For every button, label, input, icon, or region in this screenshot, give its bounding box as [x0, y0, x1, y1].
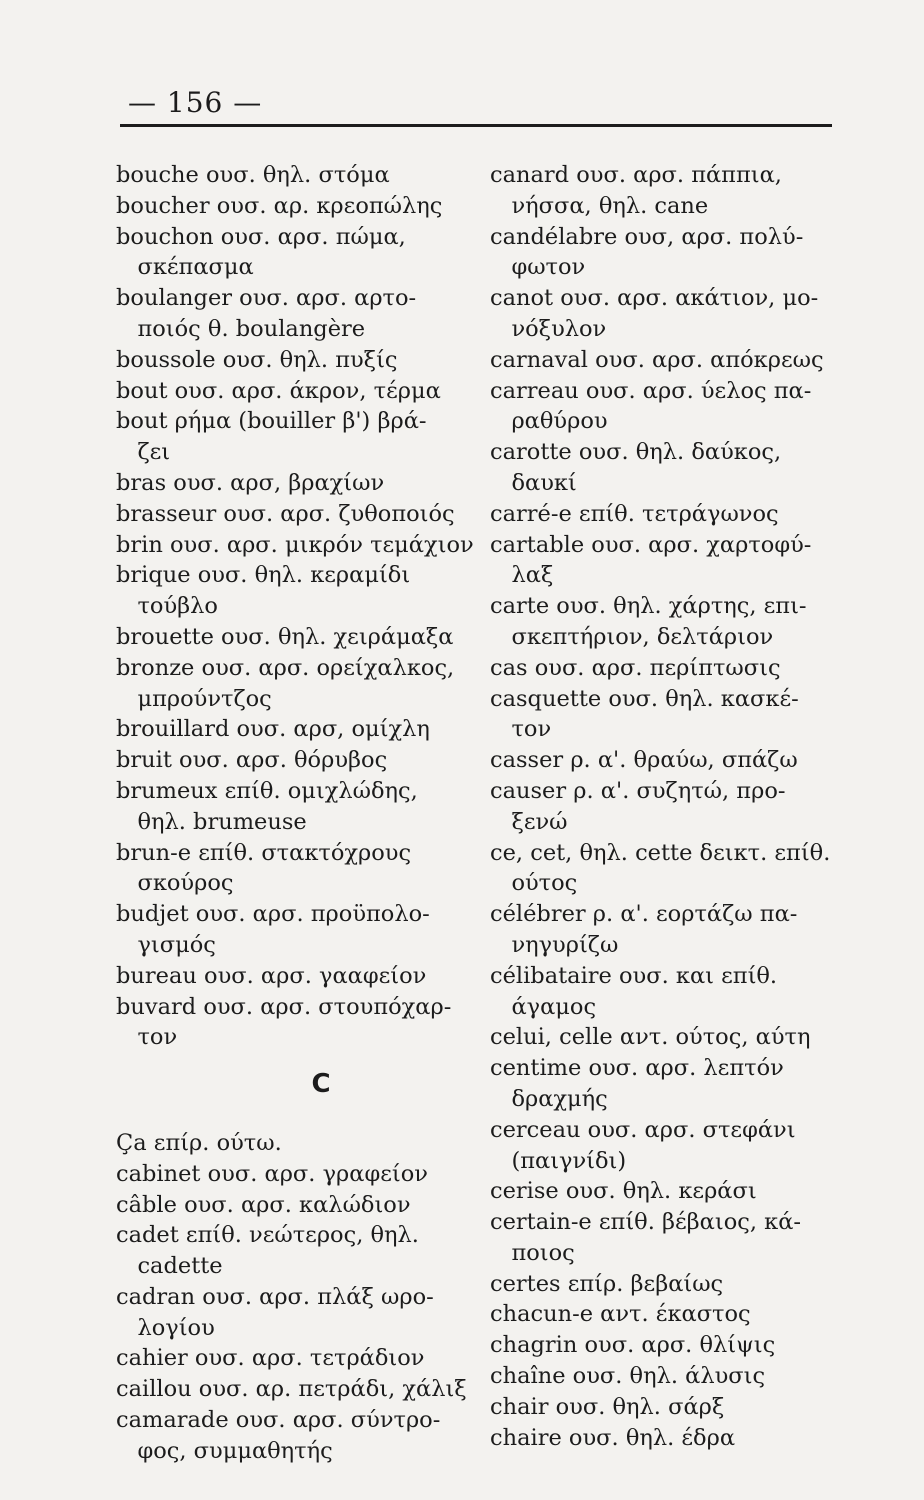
entry-line: caillou ουσ. αρ. πετράδι, χάλιξ: [116, 1376, 467, 1403]
entry-line: célibataire ουσ. και επίθ.: [490, 962, 778, 989]
entry-line: câble ουσ. αρσ. καλώδιον: [116, 1191, 411, 1218]
entry-line: cadette: [116, 1253, 223, 1280]
left-entries-c: [116, 1128, 486, 1467]
entry-line: carreau ουσ. αρσ. ύελος πα-: [490, 377, 812, 404]
entry-line: certes επίρ. βεβαίως: [490, 1270, 724, 1297]
left-column: [116, 160, 486, 1467]
entry-line: cahier ουσ. αρσ. τετράδιον: [116, 1345, 425, 1372]
entry-line: carte ουσ. θηλ. χάρτης, επι-: [490, 593, 807, 620]
entry-line: (παιγνίδι): [490, 1147, 627, 1174]
entry-line: célébrer ρ. α'. εορτάζω πα-: [490, 901, 798, 928]
entry-line: chacun-e αντ. έκαστος: [490, 1301, 751, 1328]
entry-line: νήσσα, θηλ. cane: [490, 192, 709, 219]
entry-line: λογίου: [116, 1314, 215, 1341]
entry-line: cerceau ουσ. αρσ. στεφάνι: [490, 1116, 796, 1143]
entry-line: cartable ουσ. αρσ. χαρτοφύ-: [490, 531, 812, 558]
entry-line: δραχμής: [490, 1085, 608, 1112]
entry-line: σκεπτήριον, δελτάριον: [490, 623, 774, 650]
entry-line: cadet επίθ. νεώτερος, θηλ.: [116, 1222, 419, 1249]
entry-line: θηλ. brumeuse: [116, 808, 307, 835]
entry-line: σκούρος: [116, 870, 234, 897]
entry-line: casquette ουσ. θηλ. κασκέ-: [490, 685, 799, 712]
entry-line: candélabre ουσ, αρσ. πολύ-: [490, 223, 804, 250]
page-number: — 156 —: [128, 86, 263, 119]
entry-line: λαξ: [490, 562, 554, 589]
entry-line: camarade ουσ. αρσ. σύντρο-: [116, 1407, 441, 1434]
entry-line: ποιός θ. boulangère: [116, 315, 366, 342]
entry-line: bras ουσ. αρσ, βραχίων: [116, 469, 385, 496]
entry-line: brique ουσ. θηλ. κεραμίδι: [116, 562, 411, 589]
entry-line: canard ουσ. αρσ. πάππια,: [490, 162, 782, 188]
entry-line: chair ουσ. θηλ. σάρξ: [490, 1393, 725, 1420]
entry-line: φος, συμμαθητής: [116, 1437, 333, 1464]
entry-line: canot ουσ. αρσ. ακάτιον, μο-: [490, 285, 819, 312]
entry-line: ραθύρου: [490, 408, 608, 435]
entry-line: bronze ουσ. αρσ. ορείχαλκος,: [116, 654, 455, 681]
entry-line: chaire ουσ. θηλ. έδρα: [490, 1424, 736, 1451]
entry-line: bruit ουσ. αρσ. θόρυβος: [116, 747, 388, 774]
entry-line: ζει: [116, 439, 171, 466]
entry-line: chagrin ουσ. αρσ. θλίψις: [490, 1332, 776, 1359]
entry-line: carré-e επίθ. τετράγωνος: [490, 500, 779, 527]
entry-line: bout ρήμα (bouiller β') βρά-: [116, 408, 427, 435]
entry-line: νόξυλον: [490, 315, 607, 342]
right-column: [490, 160, 840, 1453]
entry-line: cadran ουσ. αρσ. πλάξ ωρο-: [116, 1283, 434, 1310]
entry-line: φωτον: [490, 254, 586, 281]
entry-line: casser ρ. α'. θραύω, σπάζω: [490, 747, 798, 774]
entry-line: γισμός: [116, 931, 216, 958]
entry-line: cerise ουσ. θηλ. κεράσι: [490, 1178, 757, 1205]
entry-line: νηγυρίζω: [490, 931, 619, 958]
entry-line: bout ουσ. αρσ. άκρον, τέρμα: [116, 377, 441, 404]
entry-line: τον: [490, 716, 552, 743]
left-entries-b: [116, 160, 486, 1053]
entry-line: τούβλο: [116, 593, 218, 620]
entry-line: brouette ουσ. θηλ. χειράμαξα: [116, 623, 454, 650]
entry-line: bouche ουσ. θηλ. στόμα: [116, 162, 390, 188]
entry-line: άγαμος: [490, 993, 597, 1020]
entry-line: cas ουσ. αρσ. περίπτωσις: [490, 654, 781, 681]
entry-line: chaîne ουσ. θηλ. άλυσις: [490, 1363, 766, 1390]
entry-line: certain-e επίθ. βέβαιος, κά-: [490, 1209, 802, 1236]
section-letter: C: [311, 1069, 331, 1100]
entry-line: budjet ουσ. αρσ. προϋπολο-: [116, 901, 430, 928]
entry-line: ξενώ: [490, 808, 568, 835]
header-rule: [120, 124, 832, 127]
entry-line: ούτος: [490, 870, 578, 897]
entry-line: brouillard ουσ. αρσ, ομίχλη: [116, 716, 430, 743]
entry-line: ce, cet, θηλ. cette δεικτ. επίθ.: [490, 839, 831, 866]
entry-line: centime ουσ. αρσ. λεπτόν: [490, 1055, 784, 1082]
entry-line: causer ρ. α'. συζητώ, προ-: [490, 777, 786, 804]
entry-line: boussole ουσ. θηλ. πυξίς: [116, 346, 398, 373]
entry-line: brumeux επίθ. ομιχλώδης,: [116, 777, 418, 804]
entry-line: Ça επίρ. ούτω.: [116, 1129, 282, 1156]
entry-line: brin ουσ. αρσ. μικρόν τεμάχιον: [116, 531, 474, 558]
entry-line: cabinet ουσ. αρσ. γραφείον: [116, 1160, 428, 1187]
entry-line: carnaval ουσ. αρσ. απόκρεως: [490, 346, 824, 373]
entry-line: ποιος: [490, 1239, 575, 1266]
entry-line: boucher ουσ. αρ. κρεοπώλης: [116, 192, 443, 219]
entry-line: brasseur ουσ. αρσ. ζυθοποιός: [116, 500, 455, 527]
entry-line: δαυκί: [490, 469, 577, 496]
entry-line: brun-e επίθ. στακτόχρους: [116, 839, 412, 866]
entry-line: carotte ουσ. θηλ. δαύκος,: [490, 439, 782, 466]
entry-line: μπρούντζος: [116, 685, 272, 712]
entry-line: σκέπασμα: [116, 254, 254, 281]
entry-line: celui, celle αντ. ούτος, αύτη: [490, 1024, 811, 1051]
entry-line: boulanger ουσ. αρσ. αρτο-: [116, 285, 417, 312]
entry-line: bouchon ουσ. αρσ. πώμα,: [116, 223, 406, 250]
entry-line: τον: [116, 1024, 178, 1051]
entry-line: bureau ουσ. αρσ. γααφείον: [116, 962, 427, 989]
entry-line: buvard ουσ. αρσ. στουπόχαρ-: [116, 993, 452, 1020]
